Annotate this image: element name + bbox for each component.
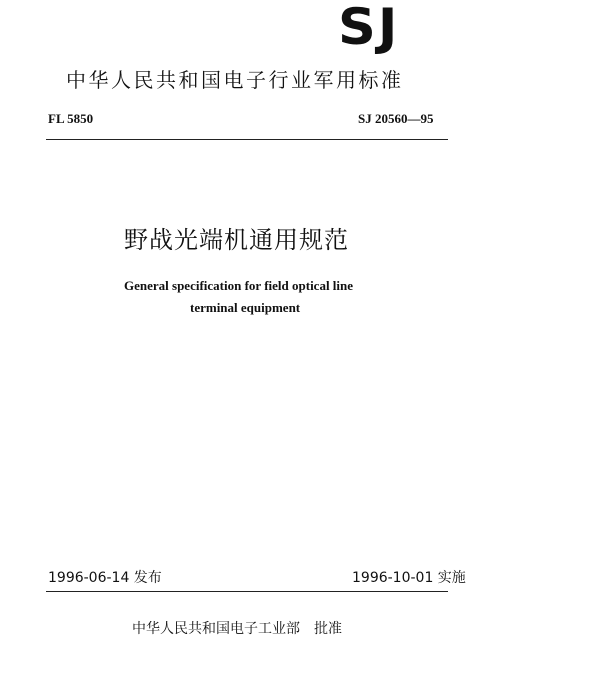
top-divider	[46, 139, 448, 140]
bottom-divider	[46, 591, 448, 592]
document-title-english-line2: terminal equipment	[190, 300, 301, 315]
approval-line	[132, 618, 342, 638]
effective-date: 1996-10-01 实施	[352, 570, 466, 586]
classification-code: FL 5850	[48, 111, 94, 126]
approval-action: 批准	[314, 621, 342, 637]
sj-logo: SJ	[338, 0, 400, 56]
approving-authority: 中华人民共和国电子工业部	[132, 621, 300, 637]
document-title-english-line1: General specification for field optical line	[124, 278, 354, 293]
organization-title: 中华人民共和国电子行业军用标准	[66, 68, 404, 92]
document-title-chinese: 野战光端机通用规范	[124, 226, 349, 254]
standard-number: SJ 20560—95	[358, 111, 434, 126]
issue-date: 1996-06-14 发布	[48, 570, 162, 586]
